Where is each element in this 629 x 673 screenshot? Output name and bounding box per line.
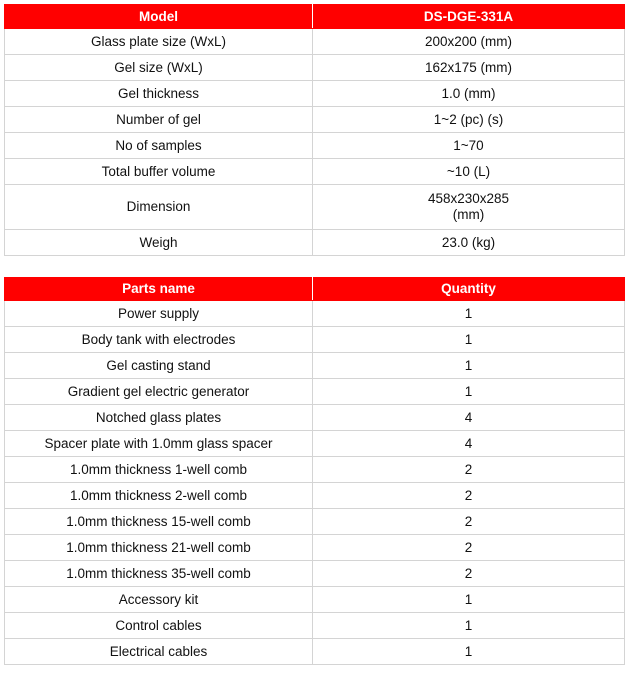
part-qty: 4 bbox=[313, 405, 625, 431]
table-row bbox=[5, 230, 625, 256]
table-row bbox=[5, 81, 625, 107]
spec-value: 1~70 bbox=[313, 133, 625, 159]
spec-value-line1: 458x230x285 bbox=[427, 191, 510, 206]
part-name: Electrical cables bbox=[5, 639, 313, 665]
part-qty: 1 bbox=[313, 379, 625, 405]
part-qty: 2 bbox=[313, 561, 625, 587]
table-row bbox=[5, 353, 625, 379]
part-name: 1.0mm thickness 1-well comb bbox=[5, 457, 313, 483]
spec-label: Gel thickness bbox=[5, 81, 313, 107]
spec-label: Dimension bbox=[5, 185, 313, 230]
part-name: Power supply bbox=[5, 301, 313, 327]
table-row bbox=[5, 185, 625, 230]
table-row bbox=[5, 405, 625, 431]
spec-label: Weigh bbox=[5, 230, 313, 256]
part-name: Gradient gel electric generator bbox=[5, 379, 313, 405]
table-row bbox=[5, 301, 625, 327]
part-qty: 2 bbox=[313, 483, 625, 509]
table-row bbox=[5, 159, 625, 185]
part-qty: 1 bbox=[313, 353, 625, 379]
part-name: Control cables bbox=[5, 613, 313, 639]
table-row bbox=[5, 379, 625, 405]
spec-value: ~10 (L) bbox=[313, 159, 625, 185]
table-row bbox=[5, 29, 625, 55]
parts-header-quantity: Quantity bbox=[313, 278, 625, 301]
parts-header-row bbox=[5, 278, 625, 301]
spec-label: No of samples bbox=[5, 133, 313, 159]
table-row bbox=[5, 327, 625, 353]
parts-header-name: Parts name bbox=[5, 278, 313, 301]
spec-label: Total buffer volume bbox=[5, 159, 313, 185]
table-row bbox=[5, 561, 625, 587]
table-row bbox=[5, 509, 625, 535]
table-row bbox=[5, 457, 625, 483]
part-qty: 1 bbox=[313, 639, 625, 665]
spec-value: 162x175 (mm) bbox=[313, 55, 625, 81]
spec-header-row bbox=[5, 5, 625, 29]
part-qty: 4 bbox=[313, 431, 625, 457]
part-name: Accessory kit bbox=[5, 587, 313, 613]
table-row bbox=[5, 483, 625, 509]
spec-label: Glass plate size (WxL) bbox=[5, 29, 313, 55]
table-row bbox=[5, 431, 625, 457]
part-qty: 1 bbox=[313, 327, 625, 353]
spec-value: 1~2 (pc) (s) bbox=[313, 107, 625, 133]
part-name: 1.0mm thickness 15-well comb bbox=[5, 509, 313, 535]
table-row bbox=[5, 535, 625, 561]
part-name: 1.0mm thickness 21-well comb bbox=[5, 535, 313, 561]
part-qty: 1 bbox=[313, 613, 625, 639]
table-row bbox=[5, 107, 625, 133]
spec-label: Gel size (WxL) bbox=[5, 55, 313, 81]
parts-table bbox=[4, 277, 625, 665]
part-qty: 1 bbox=[313, 301, 625, 327]
table-row bbox=[5, 133, 625, 159]
part-name: Gel casting stand bbox=[5, 353, 313, 379]
part-name: Body tank with electrodes bbox=[5, 327, 313, 353]
table-row bbox=[5, 639, 625, 665]
table-row bbox=[5, 55, 625, 81]
spec-value: 1.0 (mm) bbox=[313, 81, 625, 107]
spec-value: 23.0 (kg) bbox=[313, 230, 625, 256]
part-qty: 2 bbox=[313, 509, 625, 535]
spec-header-model: Model bbox=[5, 5, 313, 29]
spec-value-line2: (mm) bbox=[452, 207, 485, 222]
part-name: 1.0mm thickness 35-well comb bbox=[5, 561, 313, 587]
part-name: 1.0mm thickness 2-well comb bbox=[5, 483, 313, 509]
part-qty: 2 bbox=[313, 457, 625, 483]
part-qty: 2 bbox=[313, 535, 625, 561]
table-row bbox=[5, 613, 625, 639]
spec-header-model-value: DS-DGE-331A bbox=[313, 5, 625, 29]
spec-label: Number of gel bbox=[5, 107, 313, 133]
spec-table bbox=[4, 4, 625, 256]
spec-value bbox=[313, 185, 625, 230]
part-name: Spacer plate with 1.0mm glass spacer bbox=[5, 431, 313, 457]
table-row bbox=[5, 587, 625, 613]
part-qty: 1 bbox=[313, 587, 625, 613]
part-name: Notched glass plates bbox=[5, 405, 313, 431]
spec-value: 200x200 (mm) bbox=[313, 29, 625, 55]
